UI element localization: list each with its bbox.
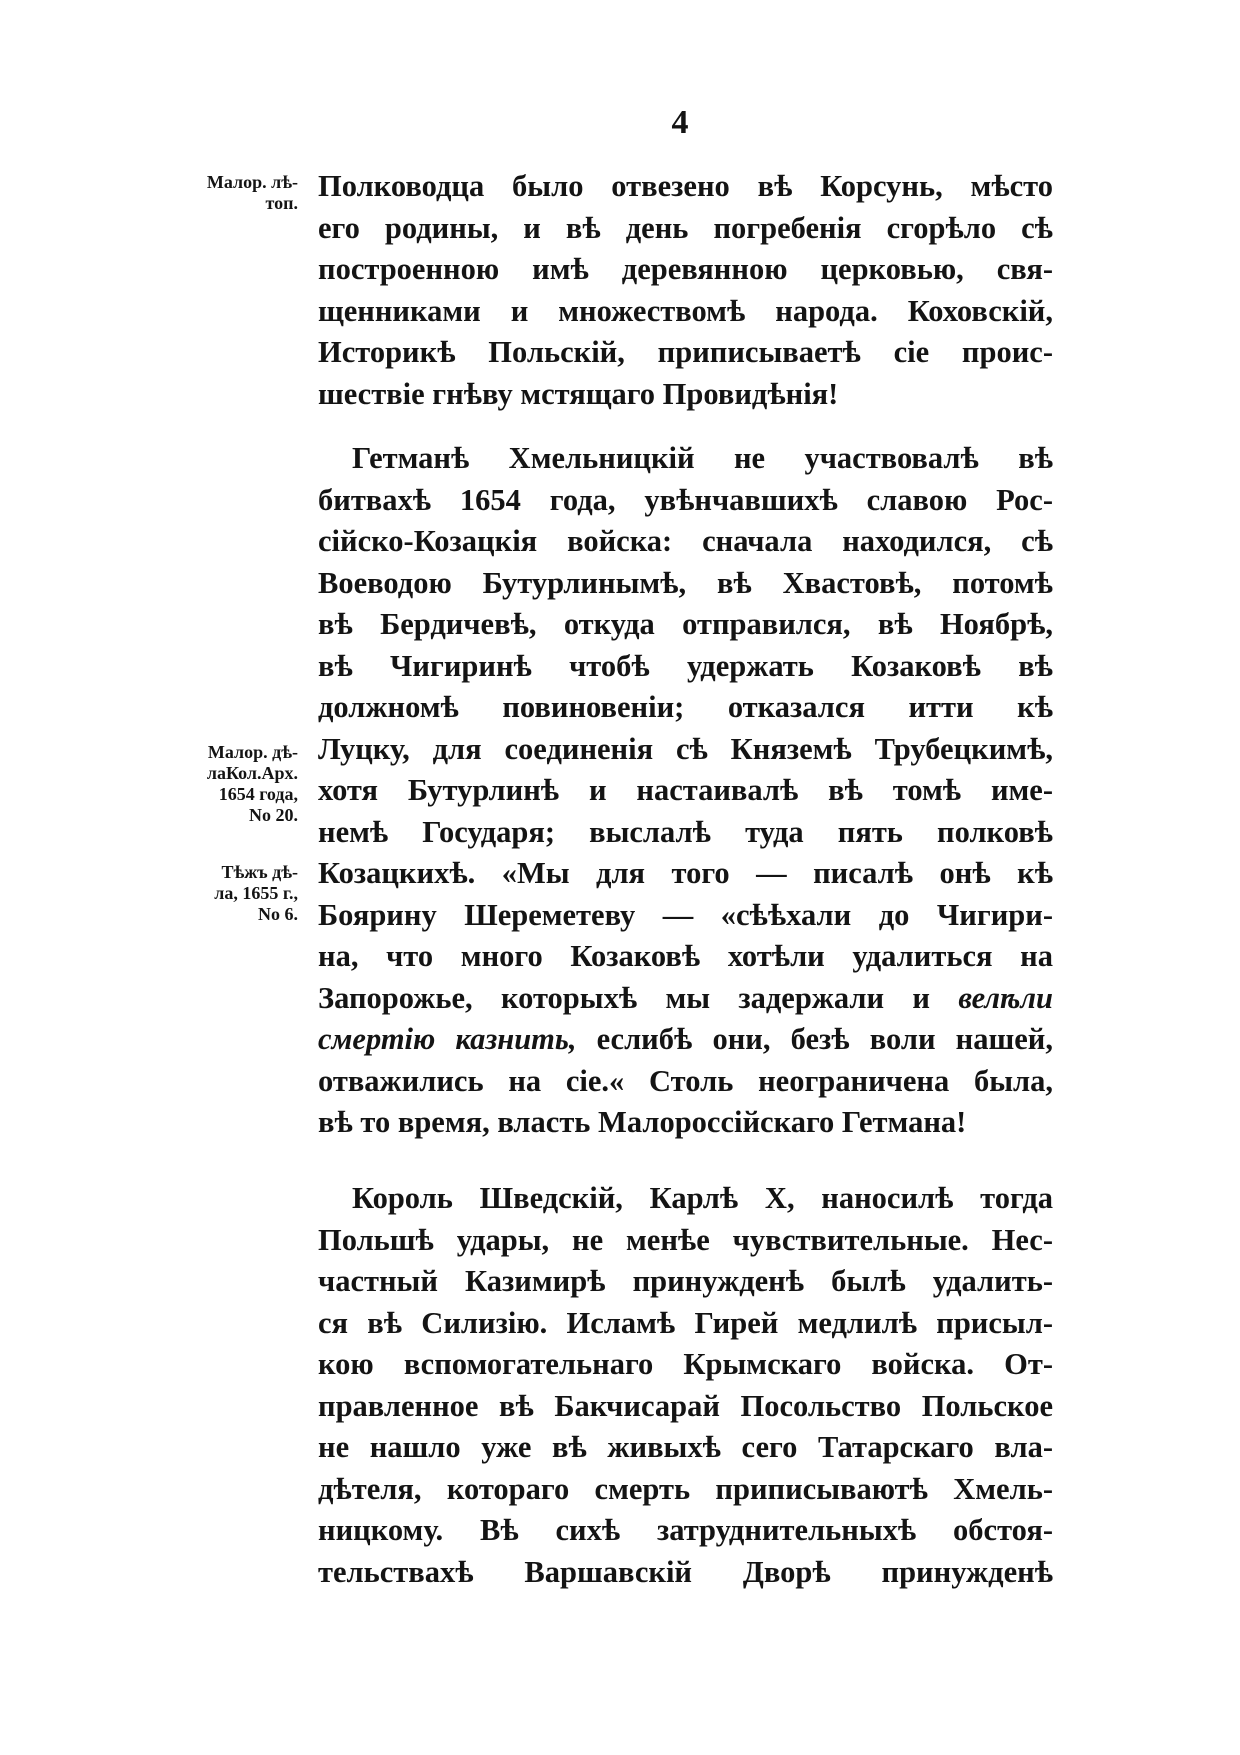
text-line: вѣ Чигиринѣ чтобѣ удержать Козаковѣ вѣ <box>318 648 1053 683</box>
text-line: немѣ Государя; выслалѣ туда пять полковѣ <box>318 814 1053 849</box>
text-line: частный Казимирѣ принужденѣ былѣ удалить- <box>318 1264 1053 1298</box>
text-line: вѣ то время, власть Малороссійскаго Гетмана! <box>318 1105 967 1139</box>
text-line: Боярину Шереметеву — «сѣѣхали до Чигири- <box>318 897 1053 932</box>
text-line: вѣ Бердичевѣ, откуда отправился, вѣ Ноябрѣ, <box>318 607 1053 641</box>
text-line: Польшѣ удары, не менѣе чувствительные. Нес- <box>318 1222 1053 1257</box>
text-line: Луцку, для соединенія сѣ Княземѣ Трубецкимѣ, <box>318 731 1053 766</box>
paragraph-2 <box>318 438 1053 1144</box>
text-line: Полководца было отвезено вѣ Корсунь, мѣсто <box>318 169 1053 203</box>
text-line: Гетманѣ Хмельницкій не участвовалѣ вѣ <box>352 441 1053 475</box>
text-line: Воеводою Бутурлинымѣ, вѣ Хвастовѣ, потомѣ <box>318 565 1053 600</box>
text-line: правленное вѣ Бакчисарай Посольство Польское <box>318 1388 1053 1423</box>
text-line: его родины, и вѣ день погребенія сгорѣло сѣ <box>318 210 1053 245</box>
text-line: не нашло уже вѣ живыхѣ сего Татарскаго вла- <box>318 1430 1053 1464</box>
text-plain: Запорожье, которыхѣ мы задержали и <box>318 980 959 1015</box>
text-line: щенниками и множествомѣ народа. Коховскій, <box>318 293 1053 328</box>
text-line: ницкому. Вѣ сихѣ затруднительныхѣ обстоя- <box>318 1513 1053 1547</box>
text-line: Козацкихѣ. «Мы для того — писалѣ онѣ кѣ <box>318 856 1053 890</box>
page-number: 4 <box>671 104 689 141</box>
text-line: Историкѣ Польскій, приписываетѣ сіе проиc- <box>318 335 1053 369</box>
text-line: сійско-Козацкія войска: сначала находился, сѣ <box>318 524 1053 558</box>
text-line: шествіе гнѣву мстящаго Провидѣнія! <box>318 376 839 411</box>
margin-note-archive-1655: Тѣжъ дѣ- ла, 1655 г., No 6. <box>214 862 298 924</box>
text-line: дѣтеля, котораго смерть приписываютѣ Хмель- <box>318 1471 1053 1506</box>
text-line: кою вспомогательнаго Крымскаго войска. От- <box>318 1347 1053 1381</box>
text-line: хотя Бутурлинѣ и настаивалѣ вѣ томѣ име- <box>318 773 1053 807</box>
text-line: тельствахѣ Варшавскій Дворѣ принужденѣ <box>318 1554 1053 1589</box>
text-line-italic <box>318 978 1053 1020</box>
text-line: построенною имѣ деревянною церковью, свя- <box>318 252 1053 286</box>
margin-note-chronicle: Малор. лѣ- топ. <box>206 172 298 213</box>
text-line: должномѣ повиновеніи; отказался итти кѣ <box>318 690 1053 724</box>
text-line: ся вѣ Силизію. Исламѣ Гирей медлилѣ присыл- <box>318 1305 1053 1340</box>
text-italic: смертію казнить, <box>318 1022 577 1056</box>
text-line: на, что много Козаковѣ хотѣли удалиться на <box>318 939 1053 973</box>
text-italic: велѣли <box>958 980 1053 1015</box>
paragraph-3 <box>318 1178 1053 1593</box>
text-line: отважились на сіе.« Столь неограничена была, <box>318 1063 1053 1098</box>
paragraph-1 <box>318 166 1053 415</box>
text-line: Король Шведскій, Карлѣ X, наносилѣ тогда <box>352 1181 1053 1215</box>
margin-note-archive-1654: Малор. дѣ- лаКол.Арх. 1654 года, No 20. <box>206 742 298 825</box>
text-line: битвахѣ 1654 года, увѣнчавшихѣ славою Рос- <box>318 482 1053 517</box>
text-line-italic <box>318 1019 1053 1061</box>
text-plain: еслибѣ они, безѣ воли нашей, <box>576 1022 1053 1056</box>
